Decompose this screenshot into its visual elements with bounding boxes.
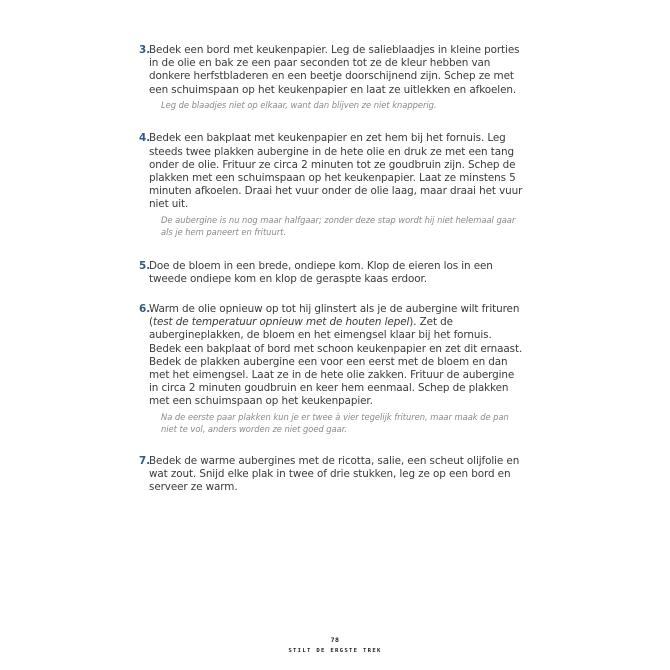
step-tip: Na de eerste paar plakken kun je er twee à vier tegelijk frituren, maar maak de pan niet te vol, anders worden ze niet goed gaar. (161, 411, 509, 435)
step-tip: De aubergine is nu nog maar halfgaar; zonder deze stap wordt hij niet helemaal gaar als je hem paneert en frituurt. (161, 214, 516, 238)
step-number: 4. (139, 132, 151, 145)
step-instruction: Doe de bloem in een brede, ondiepe kom. Klop de eieren los in een tweede ondiepe kom en klop de geraspte kaas erdoor. (149, 259, 493, 285)
step-instruction: Bedek een bord met keukenpapier. Leg de salieblaadjes in kleine porties in de olie en bak ze een paar seconden tot ze de kleur hebben van donkere herfstbladeren en een beetje doorschijnend zijn. Schep ze met een schuimspaan op het keukenpapier en laat ze uitlekken en afkoelen. (149, 44, 520, 96)
recipe-step-5 (139, 260, 524, 286)
page-number: 78 (330, 636, 340, 644)
step-number: 5. (139, 259, 151, 272)
step-tip: Leg de blaadjes niet op elkaar, want dan blijven ze niet knapperig. (161, 99, 437, 110)
recipe-step-4 (139, 132, 524, 238)
step-text-part: ). Zet de aubergineplakken, de bloem en het eimengsel klaar bij het fornuis. Bedek een bakplaat of bord met schoon keukenpapier en zet dit ernaast. Bedek de plakken aubergine een voor een eerst met de bloem en dan met het eimengsel. Laat ze in de hete olie zakken. Frituur de aubergine in circa 2 minuten goudbruin en keer hem eenmaal. Schep de plakken met een schuimspaan op het keukenpapier. (149, 316, 523, 408)
recipe-step-6 (139, 303, 524, 436)
running-title: STILT DE ERGSTE TREK (288, 648, 382, 654)
step-text-italic: test de temperatuur opnieuw met de houten lepel (152, 316, 410, 329)
step-text-part: Warm de olie opnieuw op tot hij glinstert als je de aubergine wilt frituren ( (149, 302, 520, 329)
step-instruction: Bedek de warme aubergines met de ricotta, salie, een scheut olijfolie en wat zout. Snijd elke plak in twee of drie stukken, leg ze op een bord en serveer ze warm. (149, 454, 520, 493)
recipe-step-7 (139, 455, 524, 495)
recipe-steps (139, 44, 524, 494)
recipe-step-3 (139, 44, 524, 111)
step-number: 6. (139, 302, 151, 315)
step-instruction (149, 303, 524, 409)
step-number: 3. (139, 44, 151, 56)
step-number: 7. (139, 454, 151, 467)
step-instruction: Bedek een bakplaat met keukenpapier en zet hem bij het fornuis. Leg steeds twee plakken aubergine in de hete olie en druk ze met een tang onder de olie. Frituur ze circa 2 minuten tot ze goudbruin zijn. Schep de plakken met een schuimspaan op het keukenpapier. Laat ze minstens 5 minuten afkoelen. Draai het vuur onder de olie laag, maar draai het vuur niet uit. (149, 132, 523, 211)
